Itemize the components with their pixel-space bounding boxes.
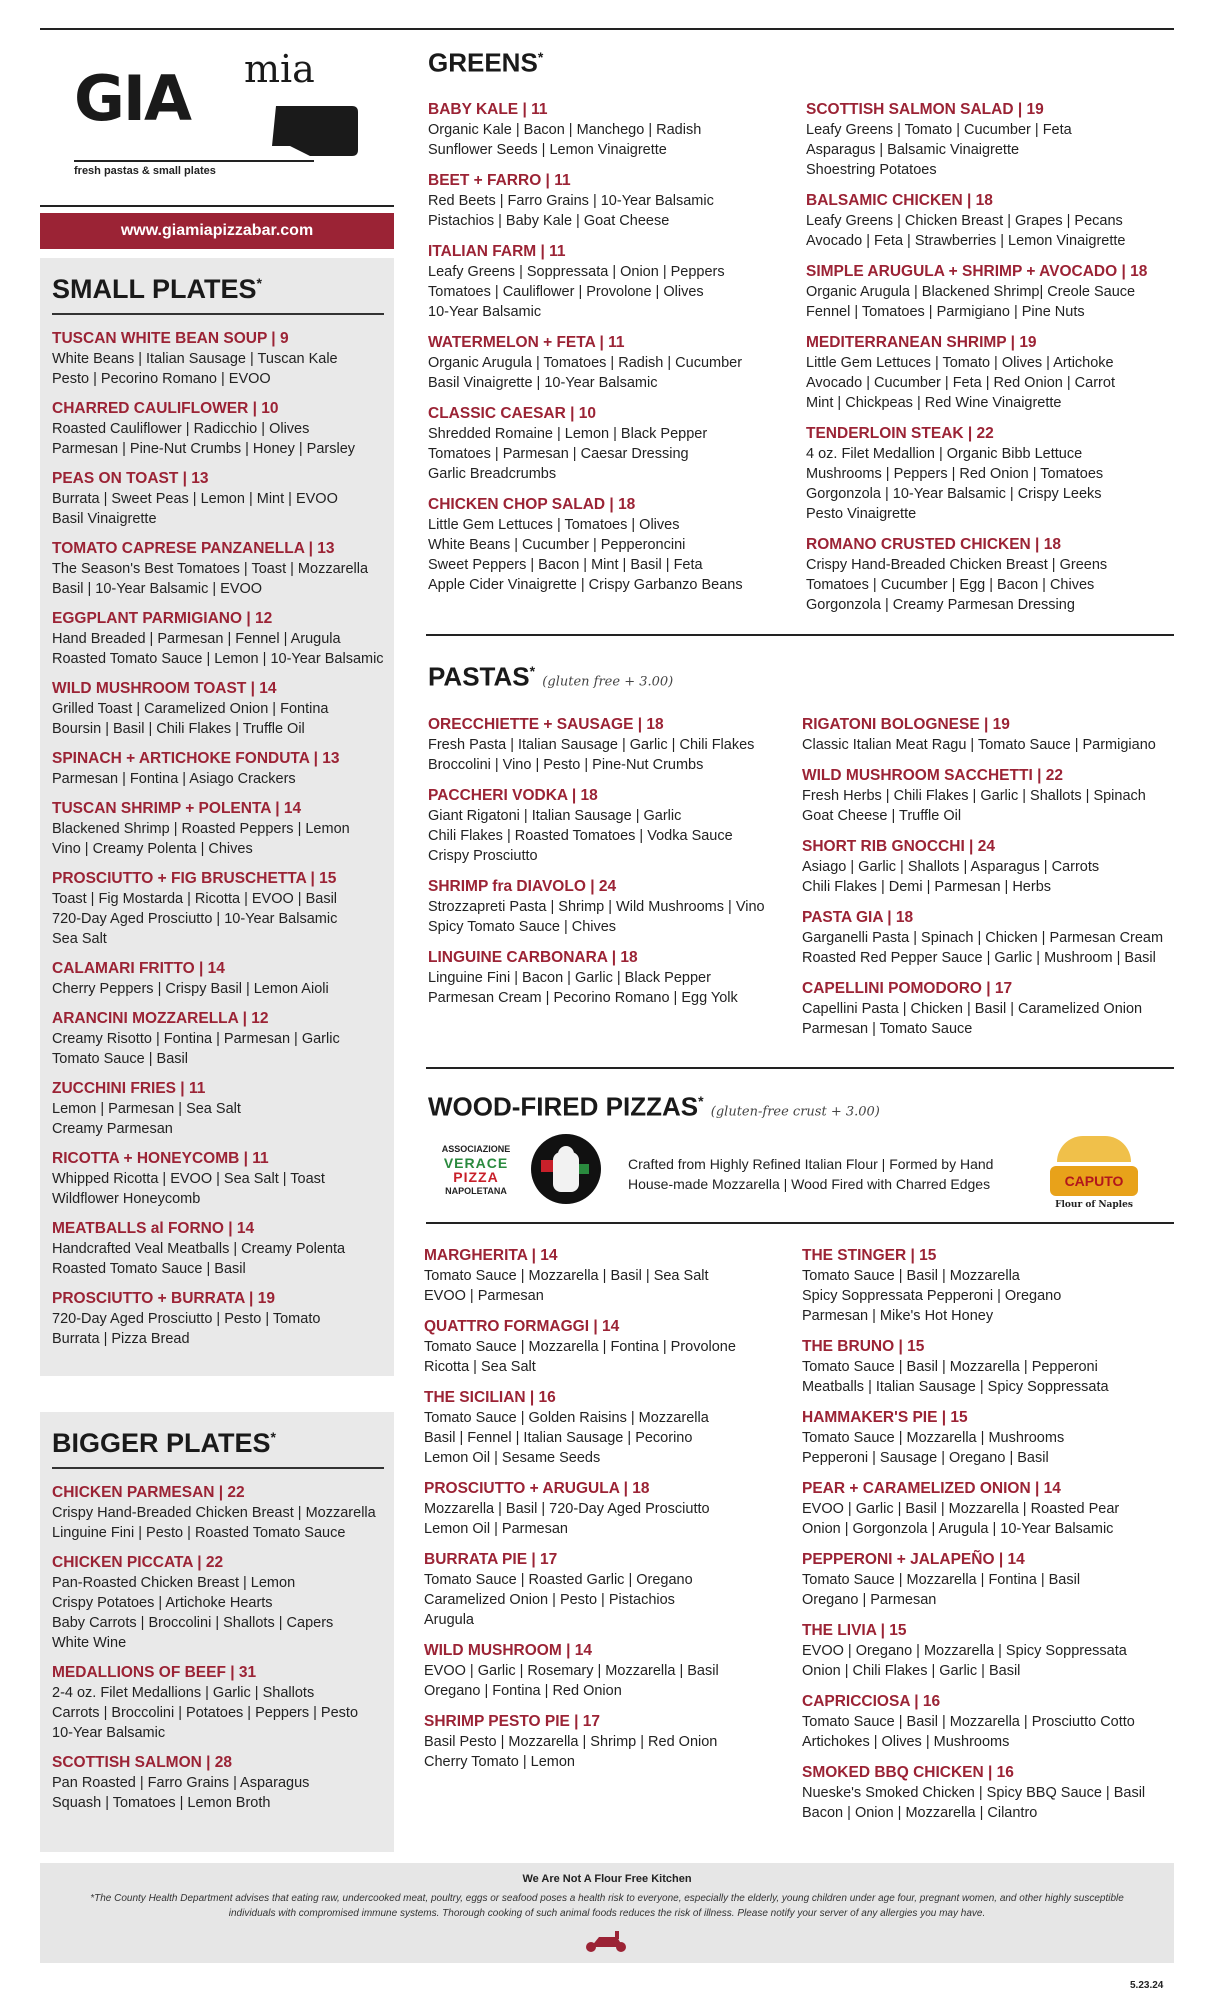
menu-item-name: BABY KALE | 11	[428, 101, 548, 118]
footer-title: We Are Not A Flour Free Kitchen	[522, 1873, 692, 1885]
menu-item-description: Little Gem Lettuces | Tomatoes | Olives	[428, 517, 680, 533]
menu-item	[428, 242, 798, 322]
menu-item-name: PROSCIUTTO + ARUGULA | 18	[424, 1480, 650, 1497]
menu-item-description: Ricotta | Sea Salt	[424, 1359, 536, 1375]
menu-item-description: White Wine	[52, 1635, 127, 1651]
greens-title: GREENS*	[428, 47, 544, 78]
menu-item-description: Crispy Hand-Breaded Chicken Breast | Mozzarella	[52, 1505, 376, 1521]
menu-item-name: PEPPERONI + JALAPEÑO | 14	[802, 1551, 1025, 1568]
menu-item	[806, 100, 1176, 180]
menu-item-name: TUSCAN SHRIMP + POLENTA | 14	[52, 800, 302, 817]
menu-item	[52, 1219, 384, 1279]
pizzas-column-1	[424, 1246, 796, 1783]
pizzas-column-2	[802, 1246, 1174, 1834]
menu-item	[428, 171, 798, 231]
menu-item-name: ROMANO CRUSTED CHICKEN | 18	[806, 536, 1061, 553]
menu-item-description: Burrata | Sweet Peas | Lemon | Mint | EVOO	[52, 491, 338, 507]
menu-item-description: Sunflower Seeds | Lemon Vinaigrette	[428, 142, 667, 158]
menu-item-name: PROSCIUTTO + FIG BRUSCHETTA | 15	[52, 870, 337, 887]
menu-item-description: EVOO | Oregano | Mozzarella | Spicy Soppressata	[802, 1643, 1127, 1659]
craft-line-2: House-made Mozzarella | Wood Fired with Charred Edges	[628, 1176, 991, 1192]
menu-item	[802, 1550, 1174, 1610]
menu-item-name: TOMATO CAPRESE PANZANELLA | 13	[52, 540, 335, 557]
greens-column-2	[806, 100, 1176, 626]
menu-item	[802, 908, 1174, 968]
menu-item	[428, 495, 798, 595]
menu-item-description: Creamy Risotto | Fontina | Parmesan | Garlic	[52, 1031, 340, 1047]
menu-item-description: Grilled Toast | Caramelized Onion | Fontina	[52, 701, 329, 717]
menu-item-description: Fresh Pasta | Italian Sausage | Garlic | Chili Flakes	[428, 737, 755, 753]
menu-item-description: Oregano | Parmesan	[802, 1592, 937, 1608]
menu-item-description: Tomato Sauce | Mozzarella | Basil | Sea Salt	[424, 1268, 709, 1284]
menu-item-name: CAPELLINI POMODORO | 17	[802, 980, 1013, 997]
menu-item	[424, 1317, 796, 1377]
menu-item-description: Shoestring Potatoes	[806, 162, 937, 178]
pastas-column-1	[428, 715, 798, 1019]
menu-item-description: Tomatoes | Cauliflower | Provolone | Olives	[428, 284, 704, 300]
menu-item	[428, 333, 798, 393]
menu-item-description: Tomato Sauce | Roasted Garlic | Oregano	[424, 1572, 693, 1588]
menu-item-name: ZUCCHINI FRIES | 11	[52, 1080, 206, 1097]
menu-item-description: Parmesan | Tomato Sauce	[802, 1021, 973, 1037]
bigger-plates-title: BIGGER PLATES*	[52, 1428, 384, 1469]
menu-item-description: Pan-Roasted Chicken Breast | Lemon	[52, 1575, 296, 1591]
menu-item-description: 720-Day Aged Prosciutto | Pesto | Tomato	[52, 1311, 321, 1327]
menu-item-description: Tomato Sauce | Golden Raisins | Mozzarella	[424, 1410, 709, 1426]
menu-item	[428, 786, 798, 866]
menu-item	[802, 1337, 1174, 1397]
caputo-logo	[1044, 1136, 1144, 1222]
menu-item-description: Basil Vinaigrette | 10-Year Balsamic	[428, 375, 658, 391]
menu-item-description: Fresh Herbs | Chili Flakes | Garlic | Shallots | Spinach	[802, 788, 1146, 804]
menu-item-description: Basil | Fennel | Italian Sausage | Pecorino	[424, 1430, 693, 1446]
menu-item	[806, 535, 1176, 615]
menu-item-description: Tomato Sauce | Basil	[52, 1051, 188, 1067]
menu-item-description: Basil Pesto | Mozzarella | Shrimp | Red Onion	[424, 1734, 718, 1750]
menu-item-name: WILD MUSHROOM SACCHETTI | 22	[802, 767, 1063, 784]
menu-item	[52, 1009, 384, 1069]
menu-item-name: CHICKEN PARMESAN | 22	[52, 1484, 245, 1501]
menu-item-description: Hand Breaded | Parmesan | Fennel | Arugula	[52, 631, 341, 647]
menu-item-description: Organic Arugula | Blackened Shrimp| Creole Sauce	[806, 284, 1136, 300]
menu-item	[802, 1479, 1174, 1539]
menu-item-description: Parmesan | Mike's Hot Honey	[802, 1308, 994, 1324]
menu-item-name: ORECCHIETTE + SAUSAGE | 18	[428, 716, 664, 733]
avpn-line-2: VERACE	[443, 1155, 509, 1171]
menu-item	[52, 329, 384, 389]
footer-text: *The County Health Department advises that eating raw, undercooked meat, poultry, eggs or seafood poses a health risk to everyone, especially the elderly, young children under age four, pregnant women, and other highly susceptible individuals with compromised immune systems. Thorough cooking of such animal foods reduces the risk of illness. Please notify your server of any allergies you may have.	[90, 1893, 1124, 1919]
pizzas-title: WOOD-FIRED PIZZAS* (gluten-free crust + 3.00)	[428, 1091, 880, 1122]
menu-item	[52, 1753, 384, 1813]
menu-item-description: Asparagus | Balsamic Vinaigrette	[806, 142, 1020, 158]
menu-item-description: White Beans | Cucumber | Pepperoncini	[428, 537, 686, 553]
craft-line-1: Crafted from Highly Refined Italian Flour | Formed by Hand	[628, 1156, 994, 1172]
menu-item-description: Garlic Breadcrumbs	[428, 466, 557, 482]
menu-item-name: RIGATONI BOLOGNESE | 19	[802, 716, 1010, 733]
menu-item	[52, 609, 384, 669]
menu-item-description: The Season's Best Tomatoes | Toast | Mozzarella	[52, 561, 369, 577]
menu-item-name: WATERMELON + FETA | 11	[428, 334, 625, 351]
menu-item	[806, 333, 1176, 413]
menu-item-description: Giant Rigatoni | Italian Sausage | Garlic	[428, 808, 682, 824]
menu-item	[424, 1712, 796, 1772]
menu-item-description: Oregano | Fontina | Red Onion	[424, 1683, 622, 1699]
menu-item	[802, 1408, 1174, 1468]
menu-item-description: Apple Cider Vinaigrette | Crispy Garbanzo Beans	[428, 577, 743, 593]
menu-item-name: WILD MUSHROOM TOAST | 14	[52, 680, 277, 697]
menu-item-description: 10-Year Balsamic	[428, 304, 542, 320]
menu-item-description: Bacon | Onion | Mozzarella | Cilantro	[802, 1805, 1038, 1821]
caputo-sub: Flour of Naples	[1055, 1200, 1133, 1210]
menu-item	[424, 1246, 796, 1306]
menu-item-description: Boursin | Basil | Chili Flakes | Truffle Oil	[52, 721, 305, 737]
website-banner[interactable]: www.giamiapizzabar.com	[40, 213, 394, 249]
menu-item-description: EVOO | Garlic | Rosemary | Mozzarella | Basil	[424, 1663, 719, 1679]
menu-item-description: Onion | Chili Flakes | Garlic | Basil	[802, 1663, 1021, 1679]
menu-item-name: CHARRED CAULIFLOWER | 10	[52, 400, 279, 417]
menu-item-description: Pesto Vinaigrette	[806, 506, 917, 522]
pizza-peel-icon	[270, 100, 362, 162]
menu-item-description: Caramelized Onion | Pesto | Pistachios	[424, 1592, 675, 1608]
pizza-info-strip	[426, 1130, 1174, 1225]
menu-item-description: Handcrafted Veal Meatballs | Creamy Polenta	[52, 1241, 346, 1257]
menu-item-name: CAPRICCIOSA | 16	[802, 1693, 941, 1710]
menu-item-description: Mozzarella | Basil | 720-Day Aged Prosciutto	[424, 1501, 710, 1517]
menu-item-name: HAMMAKER'S PIE | 15	[802, 1409, 968, 1426]
menu-item	[428, 715, 798, 775]
menu-item-name: SIMPLE ARUGULA + SHRIMP + AVOCADO | 18	[806, 263, 1148, 280]
menu-item-name: CHICKEN PICCATA | 22	[52, 1554, 224, 1571]
menu-item-name: EGGPLANT PARMIGIANO | 12	[52, 610, 273, 627]
menu-item-description: Baby Carrots | Broccolini | Shallots | Capers	[52, 1615, 334, 1631]
menu-date: 5.23.24	[1130, 1980, 1164, 1991]
avpn-logo	[426, 1142, 526, 1198]
menu-item-description: Avocado | Cucumber | Feta | Red Onion | Carrot	[806, 375, 1115, 391]
menu-item-description: Basil Vinaigrette	[52, 511, 157, 527]
menu-item-description: Pepperoni | Sausage | Oregano | Basil	[802, 1450, 1049, 1466]
pastas-note: (gluten free + 3.00)	[542, 674, 674, 690]
menu-item-name: LINGUINE CARBONARA | 18	[428, 949, 638, 966]
menu-item	[52, 959, 384, 999]
menu-item-name: ITALIAN FARM | 11	[428, 243, 566, 260]
logo-script: mia	[244, 47, 315, 91]
menu-item-description: Tomato Sauce | Mozzarella | Mushrooms	[802, 1430, 1065, 1446]
menu-item-description: Spicy Tomato Sauce | Chives	[428, 919, 617, 935]
menu-item-description: Classic Italian Meat Ragu | Tomato Sauce | Parmigiano	[802, 737, 1156, 753]
menu-item-description: Tomato Sauce | Basil | Mozzarella | Pepperoni	[802, 1359, 1098, 1375]
menu-item-description: Tomatoes | Parmesan | Caesar Dressing	[428, 446, 689, 462]
menu-item-description: Parmesan Cream | Pecorino Romano | Egg Yolk	[428, 990, 738, 1006]
menu-item	[806, 191, 1176, 251]
menu-item-description: 720-Day Aged Prosciutto | 10-Year Balsamic	[52, 911, 338, 927]
menu-item-name: CALAMARI FRITTO | 14	[52, 960, 225, 977]
menu-item	[428, 100, 798, 160]
menu-item-description: Artichokes | Olives | Mushrooms	[802, 1734, 1010, 1750]
menu-item-description: White Beans | Italian Sausage | Tuscan Kale	[52, 351, 338, 367]
menu-item-description: Roasted Tomato Sauce | Basil	[52, 1261, 246, 1277]
menu-item-description: Chili Flakes | Roasted Tomatoes | Vodka Sauce	[428, 828, 733, 844]
menu-item-description: Onion | Gorgonzola | Arugula | 10-Year Balsamic	[802, 1521, 1114, 1537]
menu-item	[802, 766, 1174, 826]
menu-item-name: PEAS ON TOAST | 13	[52, 470, 209, 487]
menu-item-description: Roasted Tomato Sauce | Lemon | 10-Year Balsamic	[52, 651, 384, 667]
menu-item-name: QUATTRO FORMAGGI | 14	[424, 1318, 620, 1335]
menu-item-description: Gorgonzola | 10-Year Balsamic | Crispy Leeks	[806, 486, 1102, 502]
menu-item-name: BEET + FARRO | 11	[428, 172, 571, 189]
menu-item-description: Whipped Ricotta | EVOO | Sea Salt | Toast	[52, 1171, 325, 1187]
menu-item-description: Capellini Pasta | Chicken | Basil | Caramelized Onion	[802, 1001, 1143, 1017]
menu-item	[52, 1079, 384, 1139]
pulcinella-emblem-icon	[531, 1134, 601, 1204]
menu-item	[52, 869, 384, 949]
menu-item-name: SHORT RIB GNOCCHI | 24	[802, 838, 995, 855]
menu-item	[802, 979, 1174, 1039]
menu-item	[802, 1692, 1174, 1752]
menu-item-description: Mushrooms | Peppers | Red Onion | Tomatoes	[806, 466, 1104, 482]
menu-item-description: Crispy Potatoes | Artichoke Hearts	[52, 1595, 273, 1611]
menu-item	[802, 1621, 1174, 1681]
menu-item-description: Squash | Tomatoes | Lemon Broth	[52, 1795, 271, 1811]
menu-item-description: Wildflower Honeycomb	[52, 1191, 201, 1207]
menu-item-description: Tomato Sauce | Mozzarella | Fontina | Provolone	[424, 1339, 736, 1355]
pastas-column-2	[802, 715, 1174, 1050]
menu-item	[802, 1763, 1174, 1823]
menu-item-description: Crispy Hand-Breaded Chicken Breast | Greens	[806, 557, 1108, 573]
menu-item-description: Lemon | Parmesan | Sea Salt	[52, 1101, 241, 1117]
menu-item-name: SPINACH + ARTICHOKE FONDUTA | 13	[52, 750, 340, 767]
menu-item-description: Sea Salt	[52, 931, 107, 947]
small-plates-title: SMALL PLATES*	[52, 274, 384, 315]
menu-item	[424, 1641, 796, 1701]
avpn-line-1: ASSOCIAZIONE	[441, 1144, 511, 1154]
menu-item-description: 4 oz. Filet Medallion | Organic Bibb Lettuce	[806, 446, 1083, 462]
greens-column-1	[428, 100, 798, 606]
menu-item-description: EVOO | Garlic | Basil | Mozzarella | Roasted Pear	[802, 1501, 1120, 1517]
top-rule	[40, 28, 1174, 30]
menu-item-name: TENDERLOIN STEAK | 22	[806, 425, 994, 442]
menu-item-description: Crispy Prosciutto	[428, 848, 538, 864]
menu-item-description: Carrots | Broccolini | Potatoes | Peppers | Pesto	[52, 1705, 359, 1721]
menu-item-name: TUSCAN WHITE BEAN SOUP | 9	[52, 330, 289, 347]
menu-item-description: Spicy Soppressata Pepperoni | Oregano	[802, 1288, 1062, 1304]
menu-item-description: Tomatoes | Cucumber | Egg | Bacon | Chives	[806, 577, 1095, 593]
menu-item-description: Tomato Sauce | Mozzarella | Fontina | Basil	[802, 1572, 1081, 1588]
menu-item	[52, 1553, 384, 1653]
menu-item-name: CHICKEN CHOP SALAD | 18	[428, 496, 636, 513]
menu-item-description: Pesto | Pecorino Romano | EVOO	[52, 371, 271, 387]
menu-item-description: Linguine Fini | Bacon | Garlic | Black Pepper	[428, 970, 711, 986]
menu-item-description: Roasted Red Pepper Sauce | Garlic | Mushroom | Basil	[802, 950, 1156, 966]
menu-item	[802, 1246, 1174, 1326]
menu-item-description: Lemon Oil | Sesame Seeds	[424, 1450, 601, 1466]
menu-item-name: SHRIMP PESTO PIE | 17	[424, 1713, 601, 1730]
menu-item-description: Sweet Peppers | Bacon | Mint | Basil | Feta	[428, 557, 703, 573]
menu-item	[424, 1479, 796, 1539]
menu-item-name: THE STINGER | 15	[802, 1247, 937, 1264]
menu-item-description: 2-4 oz. Filet Medallions | Garlic | Shallots	[52, 1685, 315, 1701]
menu-item-name: SMOKED BBQ CHICKEN | 16	[802, 1764, 1014, 1781]
pastas-bottom-rule	[426, 1067, 1174, 1069]
menu-item-description: Organic Kale | Bacon | Manchego | Radish	[428, 122, 702, 138]
menu-item-description: EVOO | Parmesan	[424, 1288, 544, 1304]
menu-item	[52, 1149, 384, 1209]
logo-tagline: fresh pastas & small plates	[74, 160, 314, 177]
menu-item-description: Gorgonzola | Creamy Parmesan Dressing	[806, 597, 1075, 613]
menu-item-description: Chili Flakes | Demi | Parmesan | Herbs	[802, 879, 1052, 895]
menu-item	[52, 679, 384, 739]
menu-item-description: Mint | Chickpeas | Red Wine Vinaigrette	[806, 395, 1062, 411]
menu-item-description: Meatballs | Italian Sausage | Spicy Soppressata	[802, 1379, 1109, 1395]
menu-item-description: Creamy Parmesan	[52, 1121, 173, 1137]
menu-item-name: MEATBALLS al FORNO | 14	[52, 1220, 255, 1237]
menu-item	[428, 877, 798, 937]
menu-item-description: Vino | Creamy Polenta | Chives	[52, 841, 253, 857]
menu-item-name: MARGHERITA | 14	[424, 1247, 558, 1264]
menu-item-name: CLASSIC CAESAR | 10	[428, 405, 596, 422]
menu-item	[52, 1289, 384, 1349]
menu-item-description: Red Beets | Farro Grains | 10-Year Balsamic	[428, 193, 714, 209]
menu-item	[428, 404, 798, 484]
menu-item-name: PEAR + CARAMELIZED ONION | 14	[802, 1480, 1061, 1497]
menu-item	[802, 715, 1174, 755]
logo-main: GIA	[74, 62, 190, 135]
menu-item-description: Strozzapreti Pasta | Shrimp | Wild Mushrooms | Vino	[428, 899, 765, 915]
small-plates-list	[52, 329, 384, 1349]
menu-item-name: PACCHERI VODKA | 18	[428, 787, 598, 804]
menu-item-description: Pan Roasted | Farro Grains | Asparagus	[52, 1775, 310, 1791]
menu-item-description: Basil | 10-Year Balsamic | EVOO	[52, 581, 263, 597]
menu-item-description: Leafy Greens | Soppressata | Onion | Peppers	[428, 264, 725, 280]
menu-item-description: Parmesan | Fontina | Asiago Crackers	[52, 771, 296, 787]
menu-item-description: Asiago | Garlic | Shallots | Asparagus | Carrots	[802, 859, 1100, 875]
menu-item-description: Little Gem Lettuces | Tomato | Olives | Artichoke	[806, 355, 1114, 371]
logo	[74, 47, 364, 190]
pastas-title: PASTAS* (gluten free + 3.00)	[428, 661, 674, 692]
menu-item-description: Roasted Cauliflower | Radicchio | Olives	[52, 421, 310, 437]
menu-item-name: SCOTTISH SALMON SALAD | 19	[806, 101, 1044, 118]
menu-item-description: 10-Year Balsamic	[52, 1725, 166, 1741]
menu-item-name: SCOTTISH SALMON | 28	[52, 1754, 233, 1771]
menu-item-description: Leafy Greens | Tomato | Cucumber | Feta	[806, 122, 1072, 138]
menu-item-name: THE SICILIAN | 16	[424, 1389, 556, 1406]
menu-item-name: BURRATA PIE | 17	[424, 1551, 558, 1568]
menu-item-name: ARANCINI MOZZARELLA | 12	[52, 1010, 269, 1027]
bigger-plates-list	[52, 1483, 384, 1813]
menu-item	[52, 539, 384, 599]
avpn-line-4: NAPOLETANA	[445, 1186, 507, 1196]
menu-item-description: Cherry Tomato | Lemon	[424, 1754, 575, 1770]
logo-rule	[40, 205, 394, 207]
menu-item-name: PASTA GIA | 18	[802, 909, 914, 926]
greens-bottom-rule	[426, 634, 1174, 636]
scooter-icon	[577, 1927, 637, 1953]
menu-item-description: Garganelli Pasta | Spinach | Chicken | Parmesan Cream	[802, 930, 1164, 946]
menu-item	[806, 424, 1176, 524]
pizza-craft-text	[628, 1154, 1038, 1194]
menu-item-name: MEDITERRANEAN SHRIMP | 19	[806, 334, 1037, 351]
menu-item	[52, 799, 384, 859]
menu-item-description: Burrata | Pizza Bread	[52, 1331, 190, 1347]
menu-item-description: Nueske's Smoked Chicken | Spicy BBQ Sauce | Basil	[802, 1785, 1146, 1801]
menu-item-name: WILD MUSHROOM | 14	[424, 1642, 592, 1659]
menu-item-name: MEDALLIONS OF BEEF | 31	[52, 1664, 257, 1681]
menu-item-description: Blackened Shrimp | Roasted Peppers | Lemon	[52, 821, 350, 837]
menu-item	[52, 1483, 384, 1543]
menu-item-name: SHRIMP fra DIAVOLO | 24	[428, 878, 617, 895]
bigger-plates-panel	[40, 1412, 394, 1852]
menu-item-description: Cherry Peppers | Crispy Basil | Lemon Aioli	[52, 981, 329, 997]
menu-item	[802, 837, 1174, 897]
menu-item	[52, 749, 384, 789]
menu-item-description: Avocado | Feta | Strawberries | Lemon Vinaigrette	[806, 233, 1126, 249]
caputo-brand: CAPUTO	[1050, 1166, 1138, 1196]
menu-item-name: BALSAMIC CHICKEN | 18	[806, 192, 993, 209]
menu-item-description: Toast | Fig Mostarda | Ricotta | EVOO | Basil	[52, 891, 338, 907]
menu-item-description: Organic Arugula | Tomatoes | Radish | Cucumber	[428, 355, 743, 371]
menu-item-name: RICOTTA + HONEYCOMB | 11	[52, 1150, 269, 1167]
menu-item-description: Tomato Sauce | Basil | Mozzarella	[802, 1268, 1020, 1284]
menu-item-description: Pistachios | Baby Kale | Goat Cheese	[428, 213, 670, 229]
small-plates-panel	[40, 258, 394, 1376]
menu-item-description: Lemon Oil | Parmesan	[424, 1521, 568, 1537]
menu-item	[52, 1663, 384, 1743]
menu-item	[428, 948, 798, 1008]
menu-item	[52, 399, 384, 459]
menu-item-description: Fennel | Tomatoes | Parmigiano | Pine Nuts	[806, 304, 1085, 320]
menu-item-description: Arugula	[424, 1612, 474, 1628]
menu-item-description: Parmesan | Pine-Nut Crumbs | Honey | Parsley	[52, 441, 356, 457]
menu-item-name: THE LIVIA | 15	[802, 1622, 907, 1639]
menu-item	[424, 1388, 796, 1468]
menu-item-description: Broccolini | Vino | Pesto | Pine-Nut Crumbs	[428, 757, 704, 773]
menu-item-description: Shredded Romaine | Lemon | Black Pepper	[428, 426, 708, 442]
menu-item-name: THE BRUNO | 15	[802, 1338, 925, 1355]
menu-item-name: PROSCIUTTO + BURRATA | 19	[52, 1290, 275, 1307]
menu-item-description: Goat Cheese | Truffle Oil	[802, 808, 962, 824]
pizzas-note: (gluten-free crust + 3.00)	[710, 1104, 880, 1120]
caputo-wheat-icon	[1057, 1136, 1131, 1162]
menu-item-description: Linguine Fini | Pesto | Roasted Tomato Sauce	[52, 1525, 346, 1541]
menu-item	[806, 262, 1176, 322]
avpn-line-3: PIZZA	[453, 1169, 499, 1185]
menu-item	[52, 469, 384, 529]
menu-item-description: Tomato Sauce | Basil | Mozzarella | Prosciutto Cotto	[802, 1714, 1135, 1730]
footer-disclaimer	[40, 1863, 1174, 1963]
menu-item-description: Leafy Greens | Chicken Breast | Grapes | Pecans	[806, 213, 1123, 229]
menu-item	[424, 1550, 796, 1630]
